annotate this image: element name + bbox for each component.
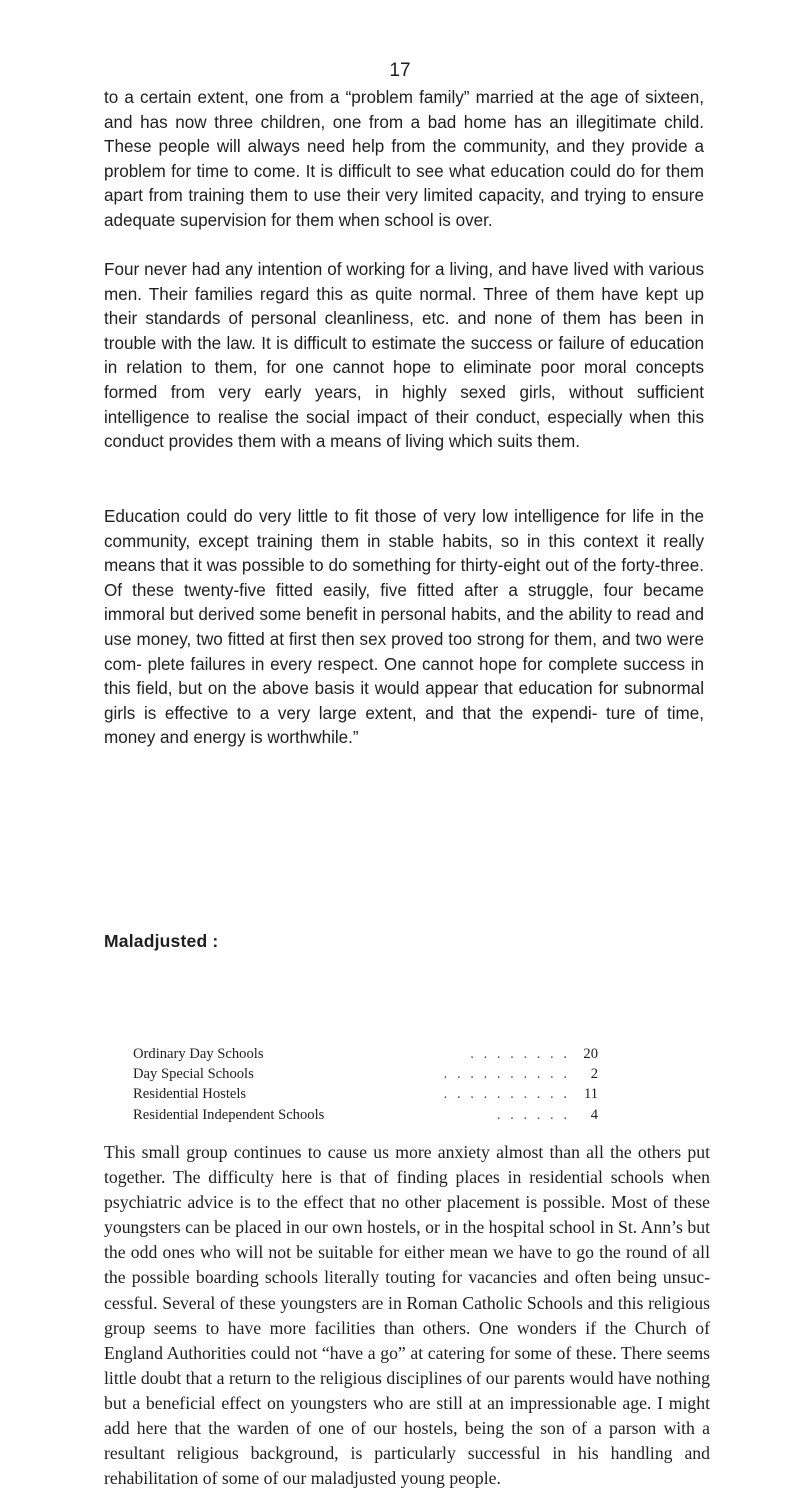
maladjusted-placement-table <box>133 1044 598 1125</box>
row-label: Ordinary Day Schools <box>133 1046 264 1062</box>
row-value: 2 <box>590 1066 598 1083</box>
section-heading-maladjusted: Maladjusted : <box>104 931 219 951</box>
dot-leader: . . . . . . . . . . <box>443 1086 570 1103</box>
dot-leader: . . . . . . <box>496 1106 570 1123</box>
table-row <box>133 1105 598 1125</box>
table-row <box>133 1084 598 1104</box>
paragraph-education-low-intelligence: Education could do very little to fit those of very low intelligence for life in the community, except training them in stable habits, so in this context it really means that it was possible to do something for thirty-eight out of the forty-three. Of these twenty-five fitted easily, five fitted after a struggle, four became immoral but derived some benefit in personal habits, and the ability to read and use money, two fitted at first then sex proved too strong for them, and two were com- plete failures in every respect. One cannot hope for complete success in this field, but on the above basis it would appear that education for subnormal girls is effective to a very large extent, and that the expendi- ture of time, money and energy is worthwhile.” <box>104 507 704 748</box>
paragraph-maladjusted-anxiety: This small group continues to cause us more anxiety almost than all the others put together. The difficulty here is that of finding places in residential schools when psychiatric advice is to the effect that no other placement is possible. Most of these youngsters can be placed in our own hostels, or in the hospital school in St. Ann’s but the odd ones who will not be suitable for either mean we have to go the round of all the possible boarding schools literally touting for vacancies and often being unsuc- cessful. Several of these youngsters are in Roman Catholic Schools and this religious group seems to have more facilities than others. One wonders if the Church of England Authorities could not “have a go” at catering for some of these. There seems little doubt that a return to the religious disciplines of our parents would have nothing but a beneficial effect on youngsters who are still at an impressionable age. I might add here that the warden of one of our hostels, being the son of a parson with a resultant religious background, is particularly successful in his handling and rehabilitation of some of our maladjusted young people. <box>104 1142 710 1489</box>
row-value: 11 <box>583 1086 598 1103</box>
paragraph-four-never-worked: Four never had any intention of working for a living, and have lived with various men. Their families regard this as quite normal. Three of them have kept up their standards of personal cleanliness, etc. and none of them has been in trouble with the law. It is difficult to estimate the success or failure of education in relation to them, for one cannot hope to eliminate poor moral concepts formed from very early years, in highly sexed girls, without sufficient intelligence to realise the social impact of their conduct, especially when this conduct provides them with a means of living which suits them. <box>104 260 704 452</box>
page-number: 17 <box>389 60 411 81</box>
row-label: Residential Hostels <box>133 1086 247 1103</box>
table-row <box>133 1044 598 1064</box>
dot-leader: . . . . . . . . <box>470 1046 570 1062</box>
paragraph-problem-family: to a certain extent, one from a “problem family” married at the age of sixteen, and has now three children, one from a bad home has an illegitimate child. These people will always need help from the community, and they provide a problem for time to come. It is difficult to see what education could do for them apart from training them to use their very limited capacity, and trying to ensure adequate supervision for them when school is over. <box>104 88 704 230</box>
dot-leader: . . . . . . . . . . <box>443 1066 570 1083</box>
row-label: Day Special Schools <box>133 1066 254 1083</box>
row-label: Residential Independent Schools <box>133 1106 325 1123</box>
row-value: 20 <box>583 1046 598 1062</box>
table-row <box>133 1064 598 1084</box>
row-value: 4 <box>590 1106 598 1123</box>
